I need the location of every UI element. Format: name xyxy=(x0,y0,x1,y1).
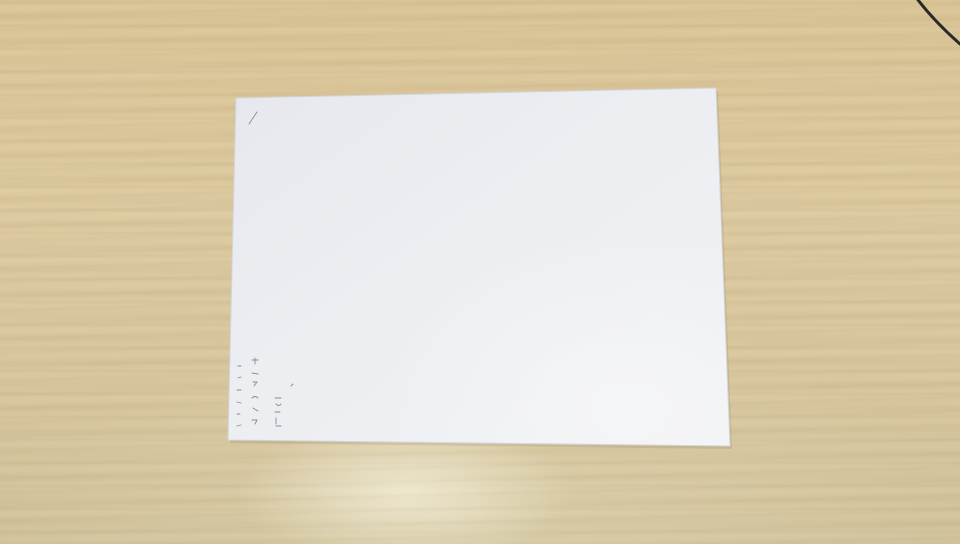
corner-check-mark xyxy=(249,112,257,124)
rotated-handwriting xyxy=(237,358,293,426)
